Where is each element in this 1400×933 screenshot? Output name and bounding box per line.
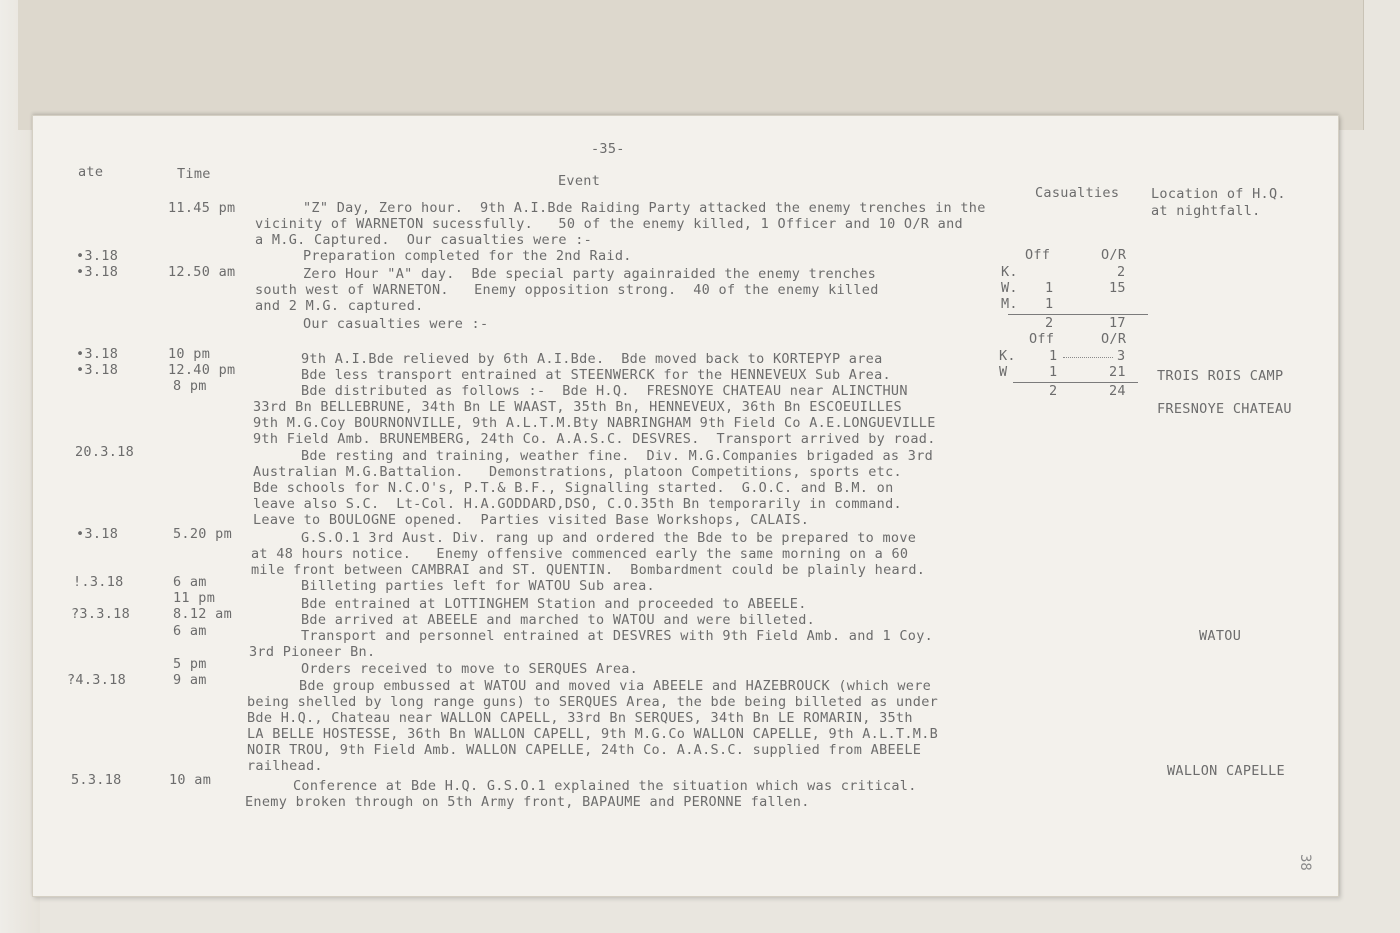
page-number: -35-	[591, 141, 625, 157]
casualty-header-off: Off	[1029, 331, 1055, 347]
entry-date: •3.18	[76, 346, 119, 362]
casualty-total-or: 24	[1109, 383, 1126, 399]
location-entry: FRESNOYE CHATEAU	[1157, 401, 1292, 417]
entry-line: Bde group embussed at WATOU and moved via ABEELE and HAZEBROUCK (which were	[299, 678, 932, 694]
entry-line: mile front between CAMBRAI and ST. QUENTIN. Bombardment could be plainly heard.	[251, 562, 926, 578]
entry-line: 9th Field Amb. BRUNEMBERG, 24th Co. A.A.S.C. DESVRES. Transport arrived by road.	[253, 431, 936, 447]
casualty-total-rule	[1008, 314, 1148, 315]
entry-time: 10 am	[169, 772, 212, 788]
entry-time: 11 pm	[173, 590, 216, 606]
header-location-line2: at nightfall.	[1151, 203, 1261, 219]
casualty-row-off: 1	[1045, 296, 1054, 312]
casualty-total-off: 2	[1045, 315, 1054, 331]
casualty-row-or: 2	[1117, 264, 1126, 280]
entry-time: 8 pm	[173, 378, 207, 394]
entry-line: 3rd Pioneer Bn.	[249, 644, 376, 660]
entry-line: railhead.	[247, 758, 323, 774]
casualty-row-or: 15	[1109, 280, 1126, 296]
casualty-row-label: M.	[1001, 296, 1018, 312]
entry-line: 9th A.I.Bde relieved by 6th A.I.Bde. Bde moved back to KORTEPYP area	[301, 351, 883, 367]
war-diary-page	[32, 115, 1339, 897]
entry-line: Billeting parties left for WATOU Sub area.	[301, 578, 655, 594]
header-date: ate	[78, 164, 104, 180]
entry-line: NOIR TROU, 9th Field Amb. WALLON CAPELLE, 24th Co. A.A.S.C. supplied from ABEELE	[247, 742, 922, 758]
location-entry: WATOU	[1199, 628, 1242, 644]
entry-line: 33rd Bn BELLEBRUNE, 34th Bn LE WAAST, 35th Bn, HENNEVEUX, 36th Bn ESCOEUILLES	[253, 399, 902, 415]
location-entry: WALLON CAPELLE	[1167, 763, 1285, 779]
header-event: Event	[558, 173, 601, 189]
casualty-total-or: 17	[1109, 315, 1126, 331]
entry-line: "Z" Day, Zero hour. 9th A.I.Bde Raiding Party attacked the enemy trenches in the	[303, 200, 986, 216]
casualty-row-or: 3	[1117, 348, 1126, 364]
bleed-through-text	[228, 6, 1178, 76]
header-location-line1: Location of H.Q.	[1151, 186, 1286, 202]
entry-line: Bde less transport entrained at STEENWERCK for the HENNEVEUX Sub Area.	[301, 367, 891, 383]
entry-time: 5 pm	[173, 656, 207, 672]
casualty-row-or: 21	[1109, 364, 1126, 380]
entry-line: at 48 hours notice. Enemy offensive commenced early the same morning on a 60	[251, 546, 909, 562]
casualty-row-off: 1	[1049, 364, 1058, 380]
entry-date: •3.18	[76, 248, 119, 264]
entry-time: 5.20 pm	[173, 526, 232, 542]
casualty-header-off: Off	[1025, 247, 1051, 263]
entry-line: Leave to BOULOGNE opened. Parties visited Base Workshops, CALAIS.	[253, 512, 810, 528]
entry-line: being shelled by long range guns) to SERQUES Area, the bde being billeted as under	[247, 694, 939, 710]
entry-time: 12.50 am	[168, 264, 236, 280]
entry-time: 6 am	[173, 623, 207, 639]
underlying-page	[18, 0, 1364, 130]
entry-time: 11.45 pm	[168, 200, 236, 216]
entry-line: Enemy broken through on 5th Army front, BAPAUME and PERONNE fallen.	[245, 794, 810, 810]
entry-date: 20.3.18	[75, 444, 134, 460]
entry-line: Our casualties were :-	[303, 316, 489, 332]
entry-line: Zero Hour "A" day. Bde special party againraided the enemy trenches	[303, 266, 877, 282]
casualty-row-off: 1	[1045, 280, 1054, 296]
entry-line: and 2 M.G. captured.	[255, 298, 424, 314]
entry-time: 6 am	[173, 574, 207, 590]
casualty-row-label: W.	[1001, 280, 1018, 296]
entry-time: 8.12 am	[173, 606, 232, 622]
entry-date: ?3.3.18	[71, 606, 130, 622]
entry-line: Bde resting and training, weather fine. Div. M.G.Companies brigaded as 3rd	[301, 448, 934, 464]
entry-time: 10 pm	[168, 346, 211, 362]
casualty-header-or: O/R	[1101, 331, 1127, 347]
entry-date: •3.18	[76, 362, 119, 378]
casualty-row-label: K.	[999, 348, 1016, 364]
entry-time: 12.40 pm	[168, 362, 236, 378]
casualty-header-or: O/R	[1101, 247, 1127, 263]
casualty-row-label: W	[999, 364, 1008, 380]
entry-line: Bde schools for N.C.O's, P.T.& B.F., Signalling started. G.O.C. and B.M. on	[253, 480, 894, 496]
entry-line: LA BELLE HOSTESSE, 36th Bn WALLON CAPELL, 9th M.G.Co WALLON CAPELLE, 9th A.L.T.M.B	[247, 726, 939, 742]
entry-date: 5.3.18	[71, 772, 122, 788]
entry-date: ?4.3.18	[67, 672, 126, 688]
entry-line: Bde H.Q., Chateau near WALLON CAPELL, 33rd Bn SERQUES, 34th Bn LE ROMARIN, 35th	[247, 710, 913, 726]
entry-line: leave also S.C. Lt-Col. H.A.GODDARD,DSO, C.O.35th Bn temporarily in command.	[253, 496, 902, 512]
entry-line: Bde distributed as follows :- Bde H.Q. FRESNOYE CHATEAU near ALINCTHUN	[301, 383, 908, 399]
entry-date: •3.18	[76, 264, 119, 280]
entry-line: 9th M.G.Coy BOURNONVILLE, 9th A.L.T.M.Bty NABRINGHAM 9th Field Co A.E.LONGUEVILLE	[253, 415, 936, 431]
dotted-leader	[1063, 357, 1113, 358]
casualty-row-label: K.	[1001, 264, 1018, 280]
header-time: Time	[177, 166, 211, 182]
header-casualties: Casualties	[1035, 185, 1120, 201]
location-entry: TROIS ROIS CAMP	[1157, 368, 1284, 384]
entry-line: south west of WARNETON. Enemy opposition strong. 40 of the enemy killed	[255, 282, 879, 298]
entry-date: !.3.18	[73, 574, 124, 590]
entry-line: Australian M.G.Battalion. Demonstrations, platoon Competitions, sports etc.	[253, 464, 902, 480]
entry-line: vicinity of WARNETON sucessfully. 50 of the enemy killed, 1 Officer and 10 O/R and	[255, 216, 963, 232]
casualty-row-off: 1	[1049, 348, 1058, 364]
entry-line: Orders received to move to SERQUES Area.	[301, 661, 639, 677]
margin-page-number: 38	[1297, 854, 1313, 871]
entry-line: Preparation completed for the 2nd Raid.	[303, 248, 632, 264]
entry-date: •3.18	[76, 526, 119, 542]
entry-line: Bde entrained at LOTTINGHEM Station and proceeded to ABEELE.	[301, 596, 807, 612]
entry-time: 9 am	[173, 672, 207, 688]
entry-line: Bde arrived at ABEELE and marched to WATOU and were billeted.	[301, 612, 816, 628]
entry-line: Conference at Bde H.Q. G.S.O.1 explained the situation which was critical.	[293, 778, 917, 794]
entry-line: a M.G. Captured. Our casualties were :-	[255, 232, 593, 248]
entry-line: G.S.O.1 3rd Aust. Div. rang up and ordered the Bde to be prepared to move	[301, 530, 917, 546]
casualty-total-off: 2	[1049, 383, 1058, 399]
entry-line: Transport and personnel entrained at DESVRES with 9th Field Amb. and 1 Coy.	[301, 628, 934, 644]
